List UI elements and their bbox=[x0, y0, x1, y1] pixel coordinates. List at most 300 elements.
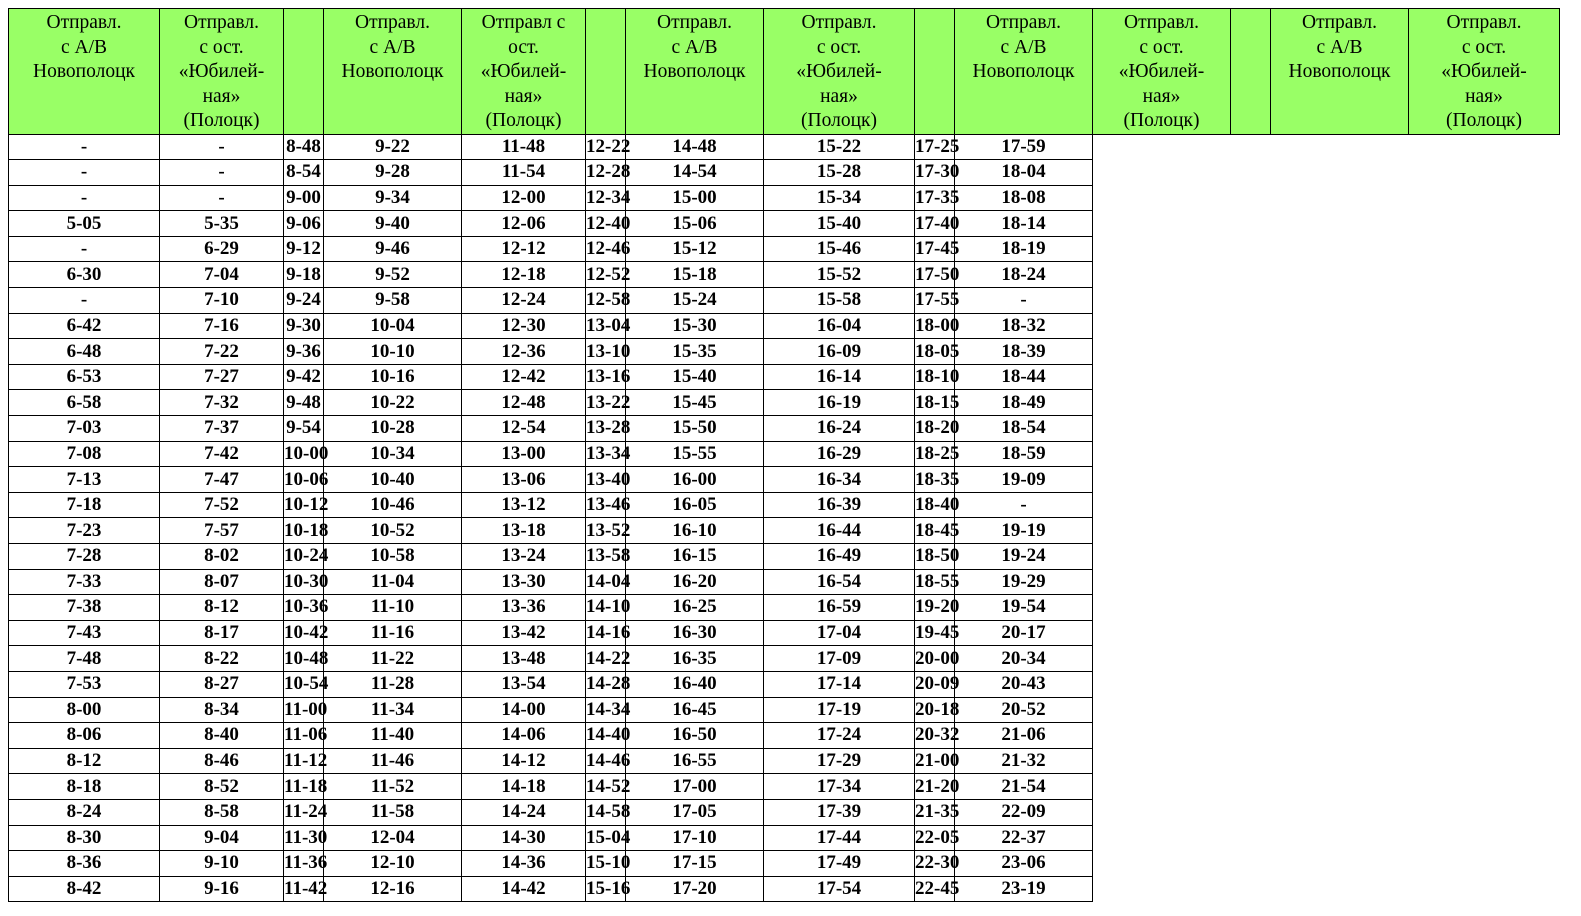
cell-departure-novopolotsk: 21-00 bbox=[915, 748, 955, 774]
cell-departure-novopolotsk: 6-42 bbox=[9, 313, 160, 339]
cell-departure-yubileynaya: 18-32 bbox=[955, 313, 1093, 339]
cell-departure-yubileynaya: 14-04 bbox=[586, 569, 626, 595]
cell-departure-yubileynaya: 14-40 bbox=[586, 723, 626, 749]
cell-departure-novopolotsk: 11-24 bbox=[284, 799, 324, 825]
cell-departure-novopolotsk: 11-36 bbox=[284, 851, 324, 877]
cell-departure-yubileynaya: 9-46 bbox=[324, 236, 462, 262]
cell-departure-novopolotsk: - bbox=[9, 185, 160, 211]
cell-departure-novopolotsk: 10-54 bbox=[284, 671, 324, 697]
cell-departure-novopolotsk: 12-12 bbox=[462, 236, 586, 262]
cell-departure-yubileynaya: 14-34 bbox=[586, 697, 626, 723]
cell-departure-novopolotsk: 10-36 bbox=[284, 595, 324, 621]
cell-departure-yubileynaya: 17-54 bbox=[764, 876, 915, 902]
cell-departure-yubileynaya: 11-46 bbox=[324, 748, 462, 774]
cell-departure-yubileynaya: 9-04 bbox=[160, 825, 284, 851]
cell-departure-yubileynaya: 9-34 bbox=[324, 185, 462, 211]
cell-departure-novopolotsk: 15-06 bbox=[626, 211, 764, 237]
table-row bbox=[9, 339, 1560, 365]
cell-departure-novopolotsk: 14-42 bbox=[462, 876, 586, 902]
cell-departure-yubileynaya: 13-04 bbox=[586, 313, 626, 339]
cell-departure-novopolotsk: 9-42 bbox=[284, 364, 324, 390]
header-departure-yubileynaya: Отправл. с ост. «Юбилей- ная» (Полоцк) bbox=[764, 9, 915, 135]
cell-departure-novopolotsk: 16-05 bbox=[626, 492, 764, 518]
cell-departure-yubileynaya: 17-09 bbox=[764, 646, 915, 672]
cell-departure-yubileynaya: 7-52 bbox=[160, 492, 284, 518]
table-row bbox=[9, 825, 1560, 851]
cell-departure-novopolotsk: 18-45 bbox=[915, 518, 955, 544]
cell-departure-novopolotsk: 12-06 bbox=[462, 211, 586, 237]
cell-departure-novopolotsk: 17-55 bbox=[915, 288, 955, 314]
cell-departure-yubileynaya: 10-40 bbox=[324, 467, 462, 493]
cell-departure-novopolotsk: 15-00 bbox=[626, 185, 764, 211]
cell-departure-novopolotsk: 14-30 bbox=[462, 825, 586, 851]
table-row bbox=[9, 544, 1560, 570]
cell-departure-yubileynaya: 8-58 bbox=[160, 799, 284, 825]
cell-departure-yubileynaya: 20-52 bbox=[955, 697, 1093, 723]
cell-departure-yubileynaya: 16-34 bbox=[764, 467, 915, 493]
cell-departure-yubileynaya: 14-28 bbox=[586, 671, 626, 697]
table-row bbox=[9, 492, 1560, 518]
cell-departure-yubileynaya: 16-49 bbox=[764, 544, 915, 570]
cell-departure-yubileynaya: 15-28 bbox=[764, 160, 915, 186]
cell-departure-novopolotsk: 17-45 bbox=[915, 236, 955, 262]
table-row bbox=[9, 416, 1560, 442]
cell-departure-novopolotsk: 6-48 bbox=[9, 339, 160, 365]
cell-departure-yubileynaya: 12-22 bbox=[586, 134, 626, 160]
cell-departure-yubileynaya: 16-39 bbox=[764, 492, 915, 518]
cell-departure-novopolotsk: 14-18 bbox=[462, 774, 586, 800]
table-row bbox=[9, 390, 1560, 416]
cell-departure-novopolotsk: 7-03 bbox=[9, 416, 160, 442]
cell-departure-yubileynaya: 13-28 bbox=[586, 416, 626, 442]
cell-departure-yubileynaya: 11-22 bbox=[324, 646, 462, 672]
cell-departure-yubileynaya: 11-34 bbox=[324, 697, 462, 723]
cell-departure-novopolotsk: 16-35 bbox=[626, 646, 764, 672]
header-departure-novopolotsk: Отправл. с А/В Новополоцк bbox=[1271, 9, 1409, 135]
cell-departure-novopolotsk: 20-09 bbox=[915, 671, 955, 697]
cell-departure-yubileynaya: 17-24 bbox=[764, 723, 915, 749]
cell-departure-yubileynaya: - bbox=[160, 160, 284, 186]
cell-departure-yubileynaya: 7-10 bbox=[160, 288, 284, 314]
cell-departure-yubileynaya: 7-04 bbox=[160, 262, 284, 288]
table-row bbox=[9, 620, 1560, 646]
cell-departure-yubileynaya: 15-58 bbox=[764, 288, 915, 314]
cell-departure-novopolotsk: 5-05 bbox=[9, 211, 160, 237]
cell-departure-yubileynaya: 10-16 bbox=[324, 364, 462, 390]
cell-departure-novopolotsk: 15-50 bbox=[626, 416, 764, 442]
cell-departure-yubileynaya: 7-27 bbox=[160, 364, 284, 390]
cell-departure-novopolotsk: 10-42 bbox=[284, 620, 324, 646]
cell-departure-yubileynaya: 13-40 bbox=[586, 467, 626, 493]
cell-departure-yubileynaya: 6-29 bbox=[160, 236, 284, 262]
cell-departure-yubileynaya: 18-59 bbox=[955, 441, 1093, 467]
cell-departure-novopolotsk: 11-00 bbox=[284, 697, 324, 723]
cell-departure-novopolotsk: 10-24 bbox=[284, 544, 324, 570]
cell-departure-yubileynaya: 10-34 bbox=[324, 441, 462, 467]
cell-departure-novopolotsk: 16-25 bbox=[626, 595, 764, 621]
cell-departure-yubileynaya: 16-44 bbox=[764, 518, 915, 544]
table-row bbox=[9, 364, 1560, 390]
cell-departure-novopolotsk: 22-45 bbox=[915, 876, 955, 902]
cell-departure-yubileynaya: 8-34 bbox=[160, 697, 284, 723]
cell-departure-yubileynaya: 11-28 bbox=[324, 671, 462, 697]
cell-departure-novopolotsk: 6-53 bbox=[9, 364, 160, 390]
cell-departure-yubileynaya: 14-22 bbox=[586, 646, 626, 672]
cell-departure-yubileynaya: 11-52 bbox=[324, 774, 462, 800]
cell-departure-yubileynaya: 21-32 bbox=[955, 748, 1093, 774]
separator-column bbox=[284, 9, 324, 135]
cell-departure-novopolotsk: 15-45 bbox=[626, 390, 764, 416]
table-row bbox=[9, 262, 1560, 288]
cell-departure-novopolotsk: 7-48 bbox=[9, 646, 160, 672]
cell-departure-novopolotsk: 17-50 bbox=[915, 262, 955, 288]
cell-departure-novopolotsk: 17-30 bbox=[915, 160, 955, 186]
cell-departure-yubileynaya: 9-52 bbox=[324, 262, 462, 288]
cell-departure-yubileynaya: 13-34 bbox=[586, 441, 626, 467]
cell-departure-novopolotsk: 12-36 bbox=[462, 339, 586, 365]
cell-departure-yubileynaya: 14-52 bbox=[586, 774, 626, 800]
table-row bbox=[9, 518, 1560, 544]
cell-departure-novopolotsk: 16-30 bbox=[626, 620, 764, 646]
cell-departure-yubileynaya: 19-24 bbox=[955, 544, 1093, 570]
cell-departure-novopolotsk: 15-35 bbox=[626, 339, 764, 365]
bus-timetable bbox=[8, 8, 1560, 902]
cell-departure-yubileynaya: 15-22 bbox=[764, 134, 915, 160]
cell-departure-yubileynaya: 12-10 bbox=[324, 851, 462, 877]
cell-departure-novopolotsk: 12-18 bbox=[462, 262, 586, 288]
header-departure-yubileynaya: Отправл. с ост. «Юбилей- ная» (Полоцк) bbox=[160, 9, 284, 135]
cell-departure-yubileynaya: 21-54 bbox=[955, 774, 1093, 800]
cell-departure-novopolotsk: 22-30 bbox=[915, 851, 955, 877]
cell-departure-yubileynaya: 13-52 bbox=[586, 518, 626, 544]
cell-departure-novopolotsk: 9-00 bbox=[284, 185, 324, 211]
cell-departure-novopolotsk: 15-40 bbox=[626, 364, 764, 390]
cell-departure-yubileynaya: 16-24 bbox=[764, 416, 915, 442]
cell-departure-yubileynaya: 8-22 bbox=[160, 646, 284, 672]
cell-departure-yubileynaya: 13-10 bbox=[586, 339, 626, 365]
cell-departure-novopolotsk: 11-54 bbox=[462, 160, 586, 186]
cell-departure-yubileynaya: 21-06 bbox=[955, 723, 1093, 749]
table-row bbox=[9, 876, 1560, 902]
cell-departure-novopolotsk: 7-43 bbox=[9, 620, 160, 646]
cell-departure-yubileynaya: 10-28 bbox=[324, 416, 462, 442]
header-departure-novopolotsk: Отправл. с А/В Новополоцк bbox=[324, 9, 462, 135]
cell-departure-yubileynaya: 8-17 bbox=[160, 620, 284, 646]
cell-departure-novopolotsk: 18-05 bbox=[915, 339, 955, 365]
cell-departure-novopolotsk: 10-12 bbox=[284, 492, 324, 518]
cell-departure-yubileynaya: 17-49 bbox=[764, 851, 915, 877]
cell-departure-yubileynaya: 10-22 bbox=[324, 390, 462, 416]
cell-departure-novopolotsk: 14-36 bbox=[462, 851, 586, 877]
cell-departure-yubileynaya: 9-22 bbox=[324, 134, 462, 160]
cell-departure-novopolotsk: 14-54 bbox=[626, 160, 764, 186]
cell-departure-novopolotsk: 13-42 bbox=[462, 620, 586, 646]
cell-departure-yubileynaya: 17-04 bbox=[764, 620, 915, 646]
cell-departure-yubileynaya: 11-04 bbox=[324, 569, 462, 595]
cell-departure-novopolotsk: 11-30 bbox=[284, 825, 324, 851]
cell-departure-novopolotsk: 21-35 bbox=[915, 799, 955, 825]
cell-departure-novopolotsk: 20-00 bbox=[915, 646, 955, 672]
header-departure-yubileynaya: Отправл. с ост. «Юбилей- ная» (Полоцк) bbox=[1409, 9, 1560, 135]
cell-departure-novopolotsk: 10-18 bbox=[284, 518, 324, 544]
cell-departure-novopolotsk: 8-24 bbox=[9, 799, 160, 825]
cell-departure-yubileynaya: 7-47 bbox=[160, 467, 284, 493]
cell-departure-novopolotsk: 18-50 bbox=[915, 544, 955, 570]
cell-departure-yubileynaya: 20-43 bbox=[955, 671, 1093, 697]
cell-departure-yubileynaya: 15-40 bbox=[764, 211, 915, 237]
cell-departure-yubileynaya: 15-10 bbox=[586, 851, 626, 877]
cell-departure-novopolotsk: 20-32 bbox=[915, 723, 955, 749]
cell-departure-novopolotsk: 16-20 bbox=[626, 569, 764, 595]
cell-departure-yubileynaya: 14-46 bbox=[586, 748, 626, 774]
cell-departure-yubileynaya: 12-46 bbox=[586, 236, 626, 262]
cell-departure-yubileynaya: 20-34 bbox=[955, 646, 1093, 672]
cell-departure-yubileynaya: 17-39 bbox=[764, 799, 915, 825]
cell-departure-novopolotsk: 11-18 bbox=[284, 774, 324, 800]
cell-departure-novopolotsk: 13-24 bbox=[462, 544, 586, 570]
cell-departure-novopolotsk: 15-12 bbox=[626, 236, 764, 262]
cell-departure-novopolotsk: 13-54 bbox=[462, 671, 586, 697]
cell-departure-yubileynaya: 15-04 bbox=[586, 825, 626, 851]
cell-departure-yubileynaya: 8-27 bbox=[160, 671, 284, 697]
table-row bbox=[9, 774, 1560, 800]
table-row bbox=[9, 646, 1560, 672]
cell-departure-yubileynaya: 11-10 bbox=[324, 595, 462, 621]
cell-departure-novopolotsk: 21-20 bbox=[915, 774, 955, 800]
table-row bbox=[9, 160, 1560, 186]
cell-departure-novopolotsk: 16-45 bbox=[626, 697, 764, 723]
cell-departure-novopolotsk: 13-30 bbox=[462, 569, 586, 595]
cell-departure-yubileynaya: 19-19 bbox=[955, 518, 1093, 544]
cell-departure-novopolotsk: 18-10 bbox=[915, 364, 955, 390]
cell-departure-yubileynaya: 9-40 bbox=[324, 211, 462, 237]
table-row bbox=[9, 185, 1560, 211]
cell-departure-yubileynaya: 15-46 bbox=[764, 236, 915, 262]
cell-departure-yubileynaya: 17-29 bbox=[764, 748, 915, 774]
cell-departure-novopolotsk: 12-42 bbox=[462, 364, 586, 390]
table-row bbox=[9, 748, 1560, 774]
cell-departure-yubileynaya: 18-54 bbox=[955, 416, 1093, 442]
cell-departure-novopolotsk: 7-13 bbox=[9, 467, 160, 493]
table-row bbox=[9, 595, 1560, 621]
cell-departure-yubileynaya: 13-58 bbox=[586, 544, 626, 570]
header-departure-novopolotsk: Отправл. с А/В Новополоцк bbox=[9, 9, 160, 135]
cell-departure-yubileynaya: 16-54 bbox=[764, 569, 915, 595]
cell-departure-yubileynaya: 12-34 bbox=[586, 185, 626, 211]
cell-departure-yubileynaya: 7-37 bbox=[160, 416, 284, 442]
cell-departure-yubileynaya: 8-02 bbox=[160, 544, 284, 570]
cell-departure-yubileynaya: 17-34 bbox=[764, 774, 915, 800]
cell-departure-yubileynaya: 23-19 bbox=[955, 876, 1093, 902]
cell-departure-novopolotsk: 10-06 bbox=[284, 467, 324, 493]
cell-departure-yubileynaya: 19-09 bbox=[955, 467, 1093, 493]
cell-departure-novopolotsk: 9-30 bbox=[284, 313, 324, 339]
cell-departure-yubileynaya: 18-39 bbox=[955, 339, 1093, 365]
cell-departure-yubileynaya: 18-44 bbox=[955, 364, 1093, 390]
cell-departure-yubileynaya: 12-28 bbox=[586, 160, 626, 186]
cell-departure-novopolotsk: 9-54 bbox=[284, 416, 324, 442]
cell-departure-novopolotsk: 8-42 bbox=[9, 876, 160, 902]
cell-departure-novopolotsk: 17-05 bbox=[626, 799, 764, 825]
table-row bbox=[9, 134, 1560, 160]
cell-departure-yubileynaya: 13-16 bbox=[586, 364, 626, 390]
cell-departure-novopolotsk: 8-36 bbox=[9, 851, 160, 877]
cell-departure-novopolotsk: - bbox=[9, 236, 160, 262]
cell-departure-yubileynaya: 18-04 bbox=[955, 160, 1093, 186]
cell-departure-novopolotsk: 7-23 bbox=[9, 518, 160, 544]
table-row bbox=[9, 851, 1560, 877]
cell-departure-novopolotsk: 11-48 bbox=[462, 134, 586, 160]
cell-departure-yubileynaya: 7-57 bbox=[160, 518, 284, 544]
cell-departure-yubileynaya: 8-46 bbox=[160, 748, 284, 774]
cell-departure-novopolotsk: 7-18 bbox=[9, 492, 160, 518]
cell-departure-yubileynaya: 18-49 bbox=[955, 390, 1093, 416]
cell-departure-novopolotsk: 9-36 bbox=[284, 339, 324, 365]
cell-departure-novopolotsk: 13-06 bbox=[462, 467, 586, 493]
cell-departure-novopolotsk: 17-40 bbox=[915, 211, 955, 237]
cell-departure-yubileynaya: 22-37 bbox=[955, 825, 1093, 851]
cell-departure-novopolotsk: 18-25 bbox=[915, 441, 955, 467]
cell-departure-yubileynaya: 9-28 bbox=[324, 160, 462, 186]
header-row bbox=[9, 9, 1560, 135]
cell-departure-novopolotsk: 18-20 bbox=[915, 416, 955, 442]
cell-departure-yubileynaya: 8-07 bbox=[160, 569, 284, 595]
cell-departure-novopolotsk: - bbox=[9, 288, 160, 314]
cell-departure-novopolotsk: 9-12 bbox=[284, 236, 324, 262]
cell-departure-yubileynaya: 11-58 bbox=[324, 799, 462, 825]
cell-departure-novopolotsk: 18-40 bbox=[915, 492, 955, 518]
timetable-container bbox=[8, 8, 1560, 902]
cell-departure-novopolotsk: 18-15 bbox=[915, 390, 955, 416]
cell-departure-novopolotsk: 14-48 bbox=[626, 134, 764, 160]
cell-departure-yubileynaya: 9-58 bbox=[324, 288, 462, 314]
cell-departure-yubileynaya: 18-08 bbox=[955, 185, 1093, 211]
cell-departure-novopolotsk: 9-18 bbox=[284, 262, 324, 288]
cell-departure-yubileynaya: 17-59 bbox=[955, 134, 1093, 160]
cell-departure-yubileynaya: 16-19 bbox=[764, 390, 915, 416]
header-departure-yubileynaya: Отправл. с ост. «Юбилей- ная» (Полоцк) bbox=[1093, 9, 1231, 135]
cell-departure-novopolotsk: 19-20 bbox=[915, 595, 955, 621]
cell-departure-novopolotsk: 15-18 bbox=[626, 262, 764, 288]
cell-departure-novopolotsk: 14-24 bbox=[462, 799, 586, 825]
cell-departure-yubileynaya: 12-16 bbox=[324, 876, 462, 902]
cell-departure-novopolotsk: 15-55 bbox=[626, 441, 764, 467]
cell-departure-novopolotsk: 19-45 bbox=[915, 620, 955, 646]
cell-departure-novopolotsk: 17-35 bbox=[915, 185, 955, 211]
cell-departure-yubileynaya: 14-58 bbox=[586, 799, 626, 825]
cell-departure-novopolotsk: 11-12 bbox=[284, 748, 324, 774]
cell-departure-novopolotsk: 11-06 bbox=[284, 723, 324, 749]
cell-departure-novopolotsk: 20-18 bbox=[915, 697, 955, 723]
cell-departure-yubileynaya: 11-16 bbox=[324, 620, 462, 646]
cell-departure-yubileynaya: 8-40 bbox=[160, 723, 284, 749]
cell-departure-novopolotsk: 18-35 bbox=[915, 467, 955, 493]
cell-departure-novopolotsk: 18-55 bbox=[915, 569, 955, 595]
table-row bbox=[9, 211, 1560, 237]
cell-departure-novopolotsk: 17-00 bbox=[626, 774, 764, 800]
cell-departure-novopolotsk: 16-10 bbox=[626, 518, 764, 544]
cell-departure-yubileynaya: 10-10 bbox=[324, 339, 462, 365]
cell-departure-novopolotsk: 7-28 bbox=[9, 544, 160, 570]
cell-departure-novopolotsk: 15-24 bbox=[626, 288, 764, 314]
cell-departure-novopolotsk: 17-10 bbox=[626, 825, 764, 851]
cell-departure-yubileynaya: 10-52 bbox=[324, 518, 462, 544]
cell-departure-yubileynaya: 12-52 bbox=[586, 262, 626, 288]
cell-departure-yubileynaya: 18-14 bbox=[955, 211, 1093, 237]
cell-departure-novopolotsk: 14-06 bbox=[462, 723, 586, 749]
cell-departure-novopolotsk: 17-15 bbox=[626, 851, 764, 877]
cell-departure-novopolotsk: 8-12 bbox=[9, 748, 160, 774]
cell-departure-novopolotsk: - bbox=[9, 160, 160, 186]
cell-departure-novopolotsk: 9-48 bbox=[284, 390, 324, 416]
header-departure-yubileynaya: Отправл с ост. «Юбилей- ная» (Полоцк) bbox=[462, 9, 586, 135]
cell-departure-yubileynaya: 7-32 bbox=[160, 390, 284, 416]
table-row bbox=[9, 313, 1560, 339]
cell-departure-yubileynaya: 14-10 bbox=[586, 595, 626, 621]
cell-departure-novopolotsk: 7-38 bbox=[9, 595, 160, 621]
cell-departure-novopolotsk: 16-15 bbox=[626, 544, 764, 570]
cell-departure-yubileynaya: 16-09 bbox=[764, 339, 915, 365]
cell-departure-yubileynaya: 9-16 bbox=[160, 876, 284, 902]
cell-departure-novopolotsk: 12-48 bbox=[462, 390, 586, 416]
cell-departure-novopolotsk: 13-12 bbox=[462, 492, 586, 518]
cell-departure-yubileynaya: 16-14 bbox=[764, 364, 915, 390]
cell-departure-yubileynaya: 18-19 bbox=[955, 236, 1093, 262]
table-row bbox=[9, 799, 1560, 825]
cell-departure-novopolotsk: 13-36 bbox=[462, 595, 586, 621]
cell-departure-yubileynaya: 15-34 bbox=[764, 185, 915, 211]
cell-departure-novopolotsk: 6-30 bbox=[9, 262, 160, 288]
cell-departure-yubileynaya: 10-04 bbox=[324, 313, 462, 339]
cell-departure-novopolotsk: 13-00 bbox=[462, 441, 586, 467]
table-row bbox=[9, 236, 1560, 262]
cell-departure-yubileynaya: 17-19 bbox=[764, 697, 915, 723]
cell-departure-yubileynaya: 5-35 bbox=[160, 211, 284, 237]
cell-departure-yubileynaya: - bbox=[160, 185, 284, 211]
cell-departure-yubileynaya: 8-52 bbox=[160, 774, 284, 800]
cell-departure-yubileynaya: 13-46 bbox=[586, 492, 626, 518]
cell-departure-yubileynaya: 7-22 bbox=[160, 339, 284, 365]
cell-departure-yubileynaya: 14-16 bbox=[586, 620, 626, 646]
cell-departure-yubileynaya: 22-09 bbox=[955, 799, 1093, 825]
cell-departure-yubileynaya: 12-58 bbox=[586, 288, 626, 314]
cell-departure-yubileynaya: 11-40 bbox=[324, 723, 462, 749]
cell-departure-yubileynaya: 23-06 bbox=[955, 851, 1093, 877]
cell-departure-novopolotsk: 15-30 bbox=[626, 313, 764, 339]
cell-departure-yubileynaya: 10-58 bbox=[324, 544, 462, 570]
cell-departure-novopolotsk: 8-30 bbox=[9, 825, 160, 851]
header-departure-novopolotsk: Отправл. с А/В Новополоцк bbox=[626, 9, 764, 135]
table-row bbox=[9, 569, 1560, 595]
table-row bbox=[9, 467, 1560, 493]
cell-departure-yubileynaya: 19-29 bbox=[955, 569, 1093, 595]
cell-departure-novopolotsk: 8-00 bbox=[9, 697, 160, 723]
cell-departure-yubileynaya: 10-46 bbox=[324, 492, 462, 518]
cell-departure-yubileynaya: 16-29 bbox=[764, 441, 915, 467]
cell-departure-yubileynaya: 18-24 bbox=[955, 262, 1093, 288]
cell-departure-yubileynaya: 17-14 bbox=[764, 671, 915, 697]
cell-departure-novopolotsk: 12-24 bbox=[462, 288, 586, 314]
cell-departure-yubileynaya: 16-04 bbox=[764, 313, 915, 339]
cell-departure-novopolotsk: 12-00 bbox=[462, 185, 586, 211]
cell-departure-novopolotsk: 8-48 bbox=[284, 134, 324, 160]
separator-column bbox=[1231, 9, 1271, 135]
cell-departure-yubileynaya: 15-52 bbox=[764, 262, 915, 288]
table-row bbox=[9, 697, 1560, 723]
cell-departure-novopolotsk: 8-54 bbox=[284, 160, 324, 186]
cell-departure-yubileynaya: 17-44 bbox=[764, 825, 915, 851]
cell-departure-yubileynaya: 7-16 bbox=[160, 313, 284, 339]
